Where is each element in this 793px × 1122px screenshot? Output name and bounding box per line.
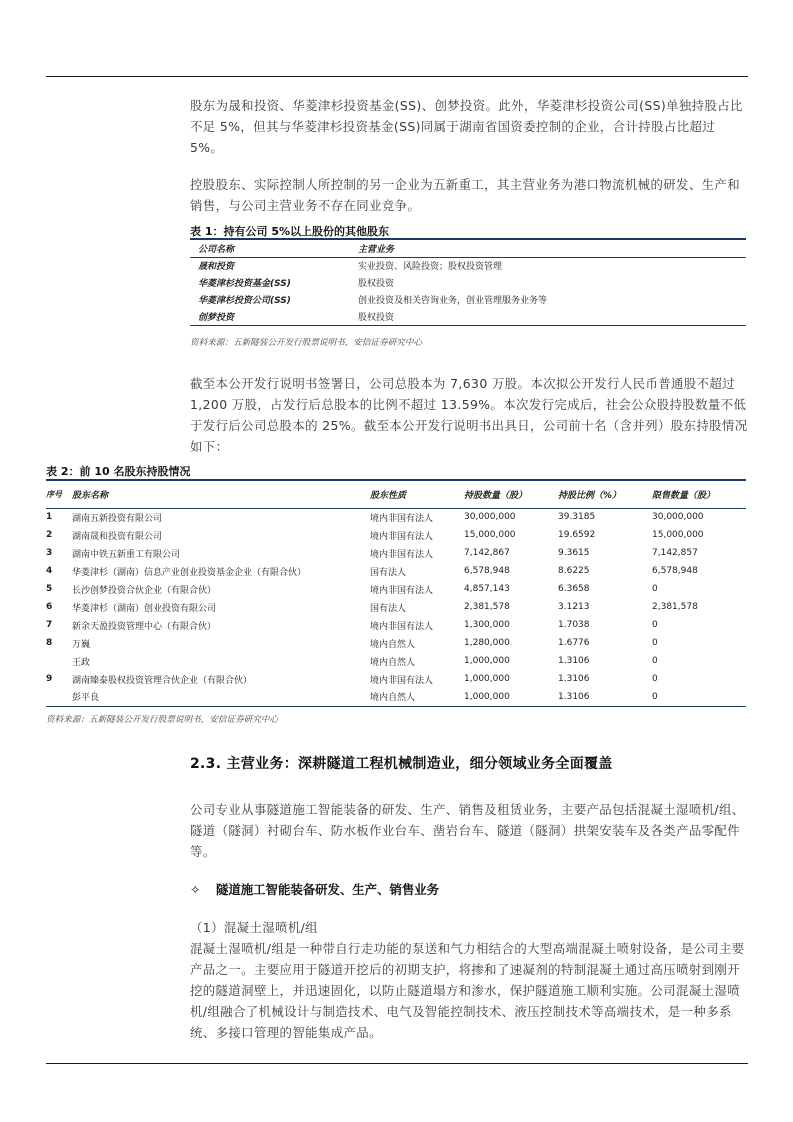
table2-cell: 0: [652, 691, 658, 702]
table2-source: 资料来源：五新隧装公开发行股票说明书，安信证券研究中心: [46, 715, 279, 725]
table1-cell: 创梦投资: [198, 312, 235, 323]
table2-cell: 15,000,000: [652, 530, 704, 540]
table2-header-index: 序号: [46, 490, 62, 500]
table-row: [46, 544, 746, 562]
table-row: [46, 652, 746, 670]
table2-cell: 7,142,857: [652, 548, 698, 558]
table2-cell: 湖南晟和投资有限公司: [72, 531, 163, 542]
table-row: [46, 508, 746, 526]
table2: [46, 482, 746, 707]
table2-top-rule: [46, 479, 746, 481]
table1-cell: 晟和投资: [198, 262, 235, 273]
table-row: [46, 634, 746, 652]
table2-cell: 华菱津杉（湖南）创业投资有限公司: [72, 603, 217, 614]
table2-header-ratio: 持股比例（%）: [558, 491, 622, 502]
table-row: [46, 688, 746, 706]
table2-cell: 6.3658: [558, 584, 590, 594]
table2-cell: 湖南五新投资有限公司: [72, 513, 163, 524]
table1-cell: 华菱津杉投资基金(SS): [198, 279, 291, 289]
table2-cell: 0: [652, 674, 658, 684]
table2-header-restricted: 限售数量（股）: [652, 491, 716, 502]
table2-cell: 30,000,000: [464, 512, 516, 523]
paragraph-business: 公司专业从事隧道施工智能装备的研发、生产、销售及租赁业务，主要产品包括混凝土湿喷机/组、隧道（隧洞）衬砌台车、防水板作业台车、凿岩台车、隧道（隧洞）拱架安装车及各类产品零配件等。: [190, 802, 745, 859]
table2-cell: 境内非国有法人: [370, 549, 434, 560]
table2-cell: 国有法人: [370, 603, 407, 614]
table2-cell: 1,000,000: [464, 691, 510, 702]
table2-cell: 2,381,578: [464, 602, 510, 612]
paragraph-capital: 截至本公开发行说明书签署日，公司总股本为 7,630 万股。本次拟公开发行人民币普通股不超过 1,200 万股，占发行后总股本的比例不超过 13.59%。本次发行完成后，社会公众股持股数量不低于发行后公司总股本的 25%。截至本公开发行说明书出具日，公司前十名（含并列）股东持股情况如下：: [190, 376, 748, 454]
table-row: [190, 257, 746, 274]
table2-cell: 湖南臻泰股权投资管理合伙企业（有限合伙）: [72, 675, 253, 686]
table2-cell: 0: [652, 620, 658, 630]
table1-source: 资料来源：五新隧装公开发行股票说明书，安信证券研究中心: [190, 338, 423, 348]
table1-cell: 实业投资、风险投资；股权投资管理: [358, 262, 503, 273]
table-row: [190, 291, 746, 308]
table2-cell: 6,578,948: [464, 566, 510, 576]
table2-cell: 新余天盈投资管理中心（有限合伙）: [72, 621, 217, 632]
table2-cell: 长沙创梦投资合伙企业（有限合伙）: [72, 585, 217, 596]
table1-cell: 华菱津杉投资公司(SS): [198, 296, 291, 306]
table2-cell: 39.3185: [558, 512, 596, 523]
table1-cell: 创业投资及相关咨询业务，创业管理服务业务等: [358, 296, 548, 306]
table2-cell: 4,857,143: [464, 584, 510, 594]
table1-caption: 表 1：持有公司 5%以上股份的其他股东: [190, 225, 389, 238]
paragraph-sprayer: 混凝土湿喷机/组是一种带自行走功能的泵送和气力相结合的大型高端混凝土喷射设备，是公司主要产品之一。主要应用于隧道开挖后的初期支护，将掺和了速凝剂的特制混凝土通过高压喷射到刚开挖的隧道洞壁上，并迅速固化，以防止隧道塌方和渗水，保护隧道施工顺利实施。公司混凝土湿喷机/组融合了机械设计与制造技术、电气及智能控制技术、液压控制技术等高端技术，是一种多系统、多接口管理的智能集成产品。: [190, 941, 745, 1040]
table2-cell: 彭平良: [72, 693, 100, 704]
table2-cell: 0: [652, 584, 658, 594]
table2-cell: 0: [652, 638, 658, 648]
table2-cell: 境内非国有法人: [370, 585, 434, 596]
table2-cell: 6: [46, 602, 53, 612]
table2-cell: 9.3615: [558, 548, 590, 558]
table1-header-company: 公司名称: [198, 245, 235, 256]
diamond-star-icon: ✧: [190, 882, 201, 897]
table-row: [46, 598, 746, 616]
table2-cell: 1.6776: [558, 638, 590, 648]
table2-cell: 境内非国有法人: [370, 675, 434, 686]
subsection-heading-text: 隧道施工智能装备研发、生产、销售业务: [216, 882, 440, 897]
table2-cell: 王政: [72, 657, 91, 668]
table1-header-business: 主营业务: [358, 245, 395, 256]
table2-cell: 3.1213: [558, 602, 590, 612]
table2-cell: 华菱津杉（湖南）信息产业创业投资基金企业（有限合伙）: [72, 567, 307, 578]
table2-cell: 境内自然人: [370, 639, 416, 650]
table2-cell: 境内自然人: [370, 693, 416, 704]
table1-top-rule: [190, 238, 746, 240]
table2-cell: 6,578,948: [652, 566, 698, 576]
table2-cell: 1.3106: [558, 674, 590, 684]
table2-cell: 7: [46, 620, 53, 630]
table-row: [46, 580, 746, 598]
header-rule: [46, 76, 748, 77]
table2-cell: 9: [46, 673, 53, 684]
table2-cell: 2: [46, 530, 53, 540]
table2-cell: 8.6225: [558, 566, 590, 576]
table2-header-shares: 持股数量（股）: [464, 491, 528, 502]
table-row: [46, 526, 746, 544]
table2-cell: 3: [46, 548, 53, 558]
table2-cell: 4: [46, 566, 53, 576]
footer-rule: [46, 1063, 748, 1064]
table-row: [46, 670, 746, 688]
table2-header-type: 股东性质: [370, 491, 407, 502]
table2-cell: 15,000,000: [464, 530, 516, 540]
table2-cell: 1.3106: [558, 656, 590, 666]
table2-cell: 19.6592: [558, 530, 596, 540]
table-row: [46, 616, 746, 634]
table2-cell: 万巍: [72, 639, 91, 650]
table2-cell: 湖南中铁五新重工有限公司: [72, 549, 181, 560]
table2-cell: 1.7038: [558, 620, 590, 630]
table1-cell: 股权投资: [358, 312, 395, 323]
table2-cell: 境内非国有法人: [370, 513, 434, 524]
section-heading: 2.3. 主营业务：深耕隧道工程机械制造业，细分领域业务全面覆盖: [190, 756, 613, 772]
table2-cell: 1.3106: [558, 691, 590, 702]
table2-header-name: 股东名称: [72, 491, 109, 502]
table2-cell: 30,000,000: [652, 512, 704, 523]
table2-caption: 表 2：前 10 名股东持股情况: [46, 465, 191, 478]
table1-cell: 股权投资: [358, 279, 395, 289]
table-row: [46, 562, 746, 580]
table2-cell: 1,280,000: [464, 638, 510, 648]
table2-cell: 境内非国有法人: [370, 531, 434, 542]
table2-cell: 1,000,000: [464, 656, 510, 666]
table-row: [190, 308, 746, 325]
table2-cell: 7,142,867: [464, 548, 510, 558]
table2-cell: 国有法人: [370, 567, 407, 578]
table2-cell: 0: [652, 656, 658, 666]
table2-cell: 境内自然人: [370, 657, 416, 668]
table-row: [190, 274, 746, 291]
table2-cell: 1,300,000: [464, 620, 510, 630]
table2-cell: 8: [46, 638, 53, 648]
table2-cell: 1,000,000: [464, 674, 510, 684]
table1: [190, 241, 746, 326]
paragraph-shareholders: 股东为晟和投资、华菱津杉投资基金(SS)、创梦投资。此外，华菱津杉投资公司(SS)单独持股占比不足 5%，但其与华菱津杉投资基金(SS)同属于湖南省国资委控制的企业，合计持股占比超过 5%。: [190, 98, 743, 155]
table2-cell: 1: [46, 512, 53, 523]
table2-cell: 5: [46, 584, 53, 594]
subsection-heading: [190, 880, 439, 898]
paragraph-controller: 控股股东、实际控制人所控制的另一企业为五新重工，其主营业务为港口物流机械的研发、生产和销售，与公司主营业务不存在同业竞争。: [190, 177, 740, 213]
table2-cell: 2,381,578: [652, 602, 698, 612]
paragraph-sprayer-title: （1）混凝土湿喷机/组: [190, 920, 318, 935]
table2-cell: 境内非国有法人: [370, 621, 434, 632]
